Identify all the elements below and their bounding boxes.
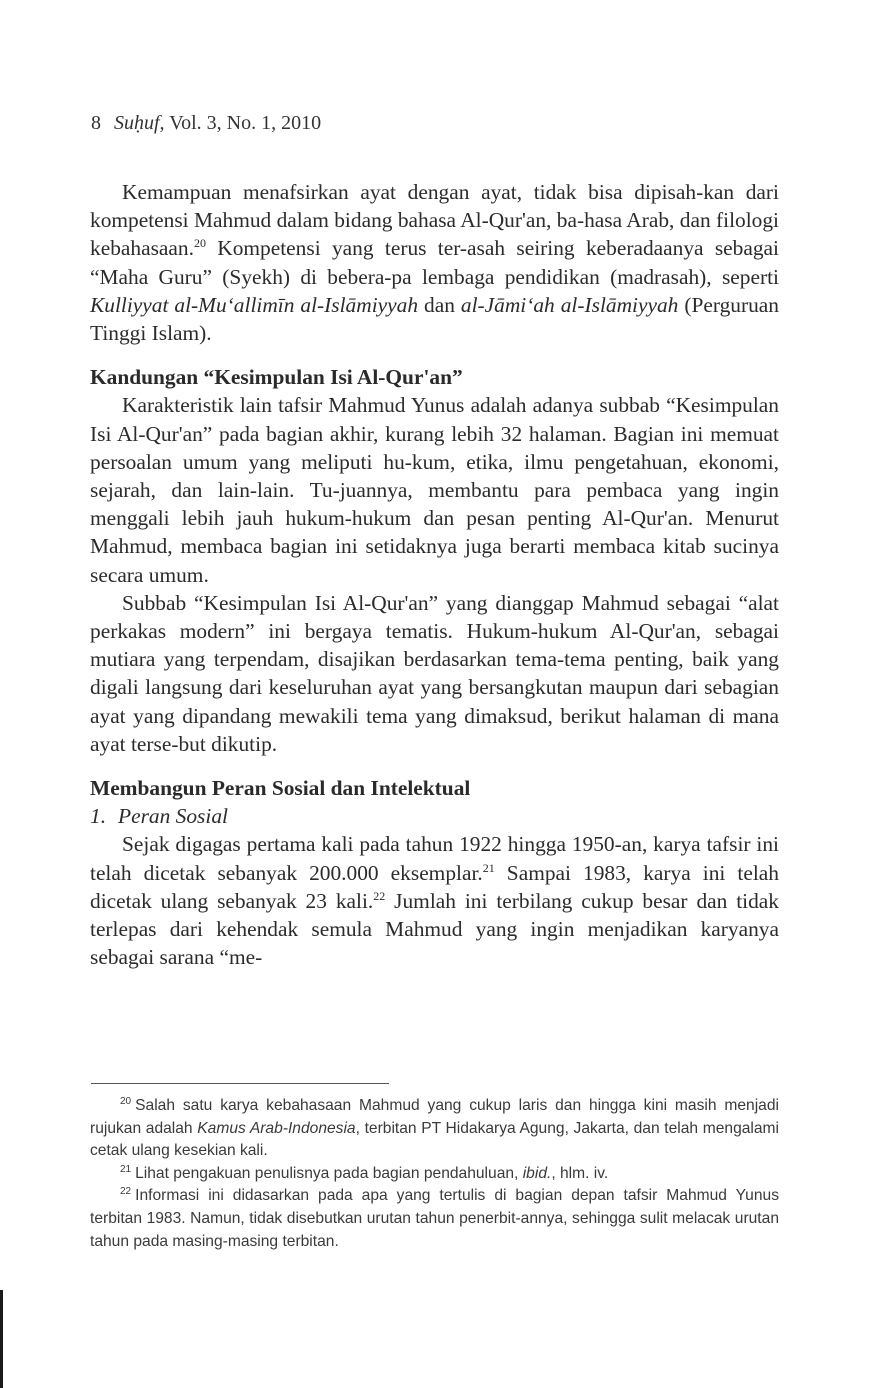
footnote-20-text-a: Salah satu karya kebahasaan Mahmud yang cukup laris dan hingga kini masih menjadi rujukan adalah <box>90 1097 779 1137</box>
subsection-title: Peran Sosial <box>118 804 228 829</box>
footnote-20 <box>90 1095 779 1163</box>
paragraph-4-text-b: Sampai 1983, karya ini telah dicetak ulang sebanyak 23 kali. <box>90 860 779 913</box>
footnote-number: 21 <box>120 1163 132 1175</box>
footnote-divider <box>91 1083 389 1084</box>
term-kulliyyat: Kulliyyat al-Mu‘allimīn al-Islāmiyyah <box>90 292 419 317</box>
paragraph-1-text-d: (Perguruan Tinggi Islam). <box>90 292 779 346</box>
paragraph-2: Karakteristik lain tafsir Mahmud Yunus adalah adanya subbab “Kesimpulan Isi Al-Qur'an” pada bagian akhir, kurang lebih 32 halaman. Bagian ini memuat persoalan umum yang meliputi hu-kum, etika, ilmu pengetahuan, ekonomi, sejarah, dan lain-lain. Tu-juannya, membantu para pembaca yang ingin menggali lebih jauh hukum-hukum dan pesan penting Al-Qur'an. Menurut Mahmud, membaca bagian ini setidaknya juga berarti membaca kitab sucinya secara umum. <box>90 393 779 587</box>
paragraph-1-text-a: Kemampuan menafsirkan ayat dengan ayat, tidak bisa dipisah-kan dari kompetensi Mahmud dalam bidang bahasa Al-Qur'an, ba-hasa Arab, dan filologi kebahasaan. <box>90 180 779 261</box>
footnote-ref-22: 22 <box>373 888 386 903</box>
paragraph-4 <box>90 830 779 971</box>
journal-issue: Vol. 3, No. 1, 2010 <box>169 112 322 134</box>
scan-edge-mark <box>0 1290 3 1388</box>
section-heading-kandungan: Kandungan “Kesimpulan Isi Al-Qur'an” <box>90 365 463 390</box>
footnotes <box>90 1095 779 1253</box>
book-title-kamus: Kamus Arab-Indonesia <box>197 1119 356 1137</box>
footnote-21-text-b: , hlm. iv. <box>551 1164 609 1182</box>
paragraph-1 <box>90 178 779 347</box>
paragraph-3: Subbab “Kesimpulan Isi Al-Qur'an” yang dianggap Mahmud sebagai “alat perkakas modern” ini bergaya tematis. Hukum-hukum Al-Qur'an, sebagai mutiara yang terpendam, disajikan berdasarkan tema-tema penting, baik yang digali langsung dari keseluruhan ayat yang bersangkutan maupun dari sebagian ayat yang dipandang mewakili tema yang dimaksud, berikut halaman di mana ayat terse-but dikutip. <box>90 590 779 756</box>
footnote-20-text-b: , terbitan PT Hidakarya Agung, Jakarta, dan telah mengalami cetak ulang kesekian kali. <box>90 1119 780 1160</box>
page-number: 8 <box>91 112 101 134</box>
paragraph-1-text-c: dan <box>418 292 461 317</box>
section-heading-membangun: Membangun Peran Sosial dan Intelektual <box>90 776 471 801</box>
term-jamiah: al-Jāmi‘ah al-Islāmiyyah <box>460 292 679 317</box>
paragraph-4-text-c: Jumlah ini terbilang cukup besar dan tidak terlepas dari kehendak semula Mahmud yang ingin menjadikan karyanya sebagai sarana “me- <box>90 888 779 970</box>
footnote-21-text-a: Lihat pengakuan penulisnya pada bagian pendahuluan, <box>135 1164 523 1182</box>
term-ibid: ibid. <box>522 1164 552 1182</box>
subsection-number: 1. <box>90 804 107 829</box>
footnote-22-text: Informasi ini didasarkan pada apa yang tertulis di bagian depan tafsir Mahmud Yunus terbitan 1983. Namun, tidak disebutkan urutan tahun penerbit-annya, sehingga sulit melacak urutan tahun pada masing-masing terbitan. <box>90 1187 779 1250</box>
subsection-heading-peran-sosial <box>90 802 779 830</box>
footnote-number: 22 <box>120 1186 132 1198</box>
main-text <box>90 178 779 971</box>
paragraph-4-text-a: Sejak digagas pertama kali pada tahun 1922 hingga 1950-an, karya tafsir ini telah dicetak sebanyak 200.000 eksemplar. <box>90 832 779 885</box>
footnote-ref-20: 20 <box>193 236 206 251</box>
footnote-number: 20 <box>120 1095 132 1107</box>
running-header <box>91 112 321 135</box>
journal-name: Suḥuf, <box>114 112 165 134</box>
paragraph-1-text-b: Kompetensi yang terus ter-asah seiring keberadaanya sebagai “Maha Guru” (Syekh) di bebera-pa lembaga pendidikan (madrasah), seperti <box>90 236 779 289</box>
footnote-21 <box>90 1163 779 1186</box>
footnote-22 <box>90 1185 779 1253</box>
footnote-ref-21: 21 <box>482 860 495 875</box>
